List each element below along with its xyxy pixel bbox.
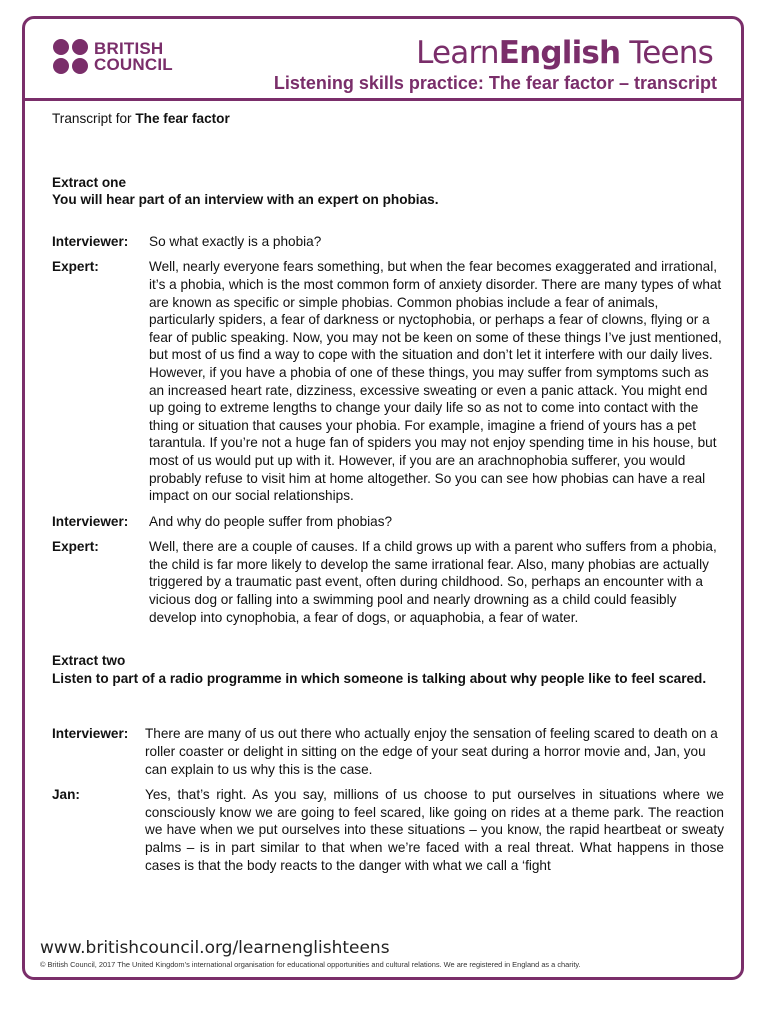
transcript-line	[52, 725, 724, 778]
header-divider	[25, 98, 741, 101]
transcript-line	[52, 233, 724, 251]
speech-text: Well, nearly everyone fears something, but when the fear becomes exaggerated and irrational, it’s a phobia, which is the most common form of anxiety disorder. There are many types of what are known as specific or simple phobias. Common phobias include a fear of animals, particularly spiders, a fear of darkness or nyctophobia, or perhaps a fear of clowns, flying or a fear of public speaking. Now, you may not be keen on some of these things I’ve just mentioned, but most of us find a way to cope with the situation and don’t let it interfere with our daily lives. However, if you have a phobia of one of these things, you may suffer from symptoms such as an increased heart rate, dizziness, excessive sweating or even a panic attack. You might end up going to extreme lengths to change your daily life so as not to come into contact with the thing or situation that causes your phobia. For example, imagine a friend of yours has a pet tarantula. If you’re not a huge fan of spiders you may not enjoy spending time in his house, but most of us would put up with it. However, if you are an arachnophobia sufferer, you would probably refuse to visit him at home altogether. So you can see how phobias can have a real impact on our social relationships.	[149, 259, 722, 504]
speaker-label: Expert:	[52, 259, 99, 275]
footer-copyright: © British Council, 2017 The United Kingdom’s international organisation for educational opportunities and cultural relations. We are registered in England as a charity.	[40, 960, 581, 969]
footer-url: www.britishcouncil.org/learnenglishteens	[40, 938, 390, 958]
speech-text: So what exactly is a phobia?	[149, 233, 322, 249]
brand-line-1: BRITISH	[94, 38, 164, 58]
speaker-label: Interviewer:	[52, 233, 129, 249]
extract-one-heading: Extract one	[52, 174, 127, 190]
speech-text: Well, there are a couple of causes. If a child grows up with a parent who suffers from a phobia, the child is far more likely to develop the same irrational fear. Also, many phobias are actually triggered by a traumatic past event, often during childhood. So, perhaps an encounter with a vicious dog or falling into a swimming pool and nearly drowning as a child could feasibly develop into cynophobia, a fear of dogs, or aquaphobia, a fear of water.	[149, 539, 717, 625]
extract-two-heading: Extract two	[52, 653, 126, 669]
transcript-line	[52, 538, 724, 626]
speaker-label: Jan:	[52, 787, 80, 803]
speech-text: Yes, that’s right. As you say, millions of us choose to put ourselves in situations where we consciously know we are going to feel scared, like going on rides at a theme park. The reaction we have when we put ourselves into these situations – you know, the rapid heartbeat or sweaty palms – is in part similar to that when we’re faced with a real threat. What happens in those cases is that the body reacts to the danger with what we call a ‘fight	[145, 787, 724, 873]
brand-line-2: COUNCIL	[94, 54, 173, 74]
speech-text: There are many of us out there who actually enjoy the sensation of feeling scared to death on a roller coaster or delight in sitting on the edge of your seat during a horror movie and, Jan, you can explain to us why this is the case.	[145, 726, 718, 777]
speaker-label: Interviewer:	[52, 513, 129, 529]
speech-text: And why do people suffer from phobias?	[149, 513, 393, 529]
extract-one-instruction: You will hear part of an interview with an expert on phobias.	[52, 192, 439, 208]
page-subtitle: Listening skills practice: The fear factor – transcript	[273, 73, 717, 93]
speaker-label: Expert:	[52, 539, 99, 555]
extract-two-instruction: Listen to part of a radio programme in which someone is talking about why people like to feel scared.	[52, 670, 707, 686]
page-frame	[22, 16, 744, 980]
transcript-line	[52, 258, 724, 504]
page-header	[25, 19, 741, 99]
transcript-line	[52, 513, 724, 531]
transcript-line	[52, 786, 724, 874]
british-council-logo	[53, 39, 173, 74]
british-council-dots-icon	[53, 39, 88, 74]
transcript-body	[52, 107, 724, 874]
speaker-label: Interviewer:	[52, 726, 129, 742]
learnenglish-teens-logo: LearnEnglish Teens	[416, 35, 713, 71]
transcript-intro: Transcript for The fear factor	[52, 111, 230, 126]
